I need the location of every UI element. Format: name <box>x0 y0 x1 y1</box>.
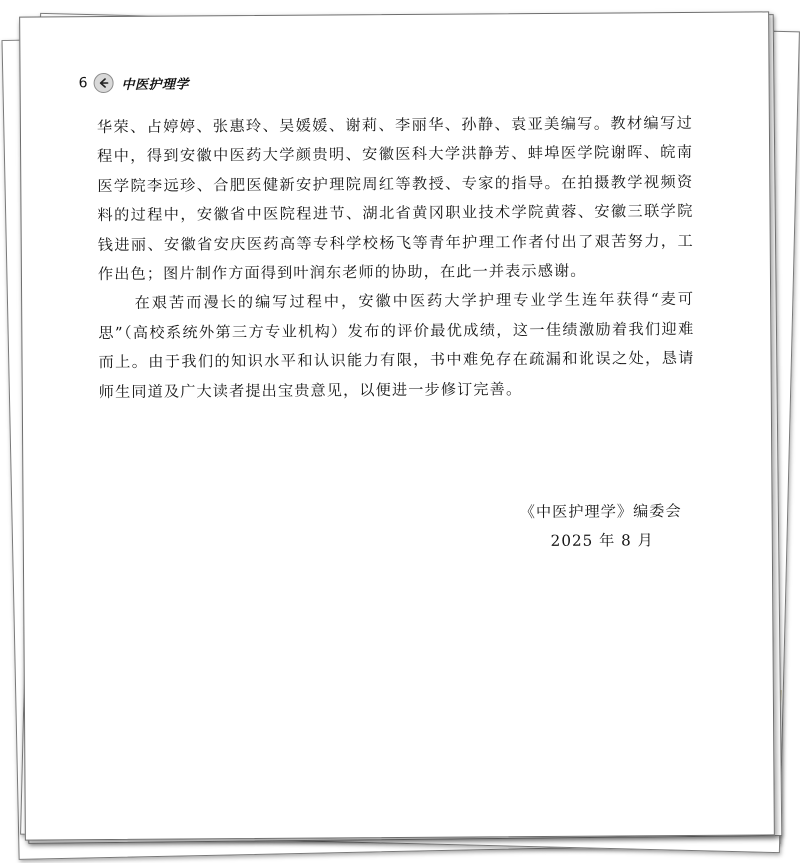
page-header <box>79 72 190 93</box>
body-text <box>97 109 695 407</box>
running-title: 中医护理学 <box>121 76 190 93</box>
back-arrow-icon <box>93 73 113 93</box>
paragraph: 在艰苦而漫长的编写过程中，安徽中医药大学护理专业学生连年获得“麦可思”（高校系统外第三方专业机构）发布的评价最优成绩，这一佳绩激励着我们迎难而上。由于我们的知识水平和认识能力有限，书中难免存在疏漏和讹误之处，恳请师生同道及广大读者提出宝贵意见，以便进一步修订完善。 <box>98 290 695 401</box>
signature-block <box>100 497 682 560</box>
page-number: 6 <box>78 75 88 92</box>
book-page <box>19 11 775 840</box>
paragraph: 华荣、占婷婷、张惠玲、吴媛媛、谢莉、李丽华、孙静、袁亚美编写。教材编写过程中，得到安徽中医药大学颜贵明、安徽医科大学洪静芳、蚌埠医学院谢晖、皖南医学院李远珍、合肥医健新安护理院周红等教授、专家的指导。在拍摄教学视频资料的过程中，安徽省中医院程进节、湖北省黄冈职业技术学院黄蓉、安徽三联学院钱进丽、安徽省安庆医药高等专科学校杨飞等青年护理工作者付出了艰苦努力，工作出色；图片制作方面得到叶润东老师的协助，在此一并表示感谢。 <box>96 113 694 284</box>
editorial-committee: 《中医护理学》编委会 <box>519 502 682 522</box>
publication-date: 2025 年 8 月 <box>550 531 654 551</box>
